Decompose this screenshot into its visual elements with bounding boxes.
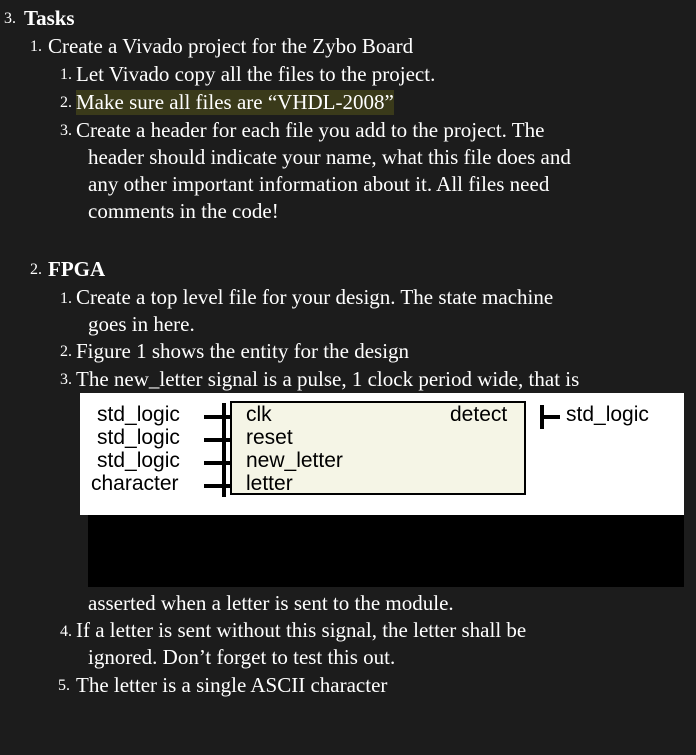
item-2-1-line-1: Create a top level file for your design. The state machine xyxy=(76,285,554,309)
item-2-1-number: 1. xyxy=(60,290,72,307)
input-type-2: std_logic xyxy=(97,426,180,449)
port-reset: reset xyxy=(246,426,293,449)
item-2-3-line-2: asserted when a letter is sent to the module. xyxy=(88,591,454,615)
input-wire-3 xyxy=(204,461,230,465)
item-2-2-text: Figure 1 shows the entity for the design xyxy=(76,339,410,363)
port-clk: clk xyxy=(246,403,272,426)
item-1-3-line-3: any other important information about it. All files need xyxy=(88,172,550,196)
item-2-number: 2. xyxy=(30,261,42,278)
item-1-text: Create a Vivado project for the Zybo Board xyxy=(48,34,414,58)
port-letter: letter xyxy=(246,472,293,495)
item-2-1-line-2: goes in here. xyxy=(88,312,195,336)
output-type: std_logic xyxy=(566,403,649,426)
port-detect: detect xyxy=(450,403,508,426)
item-1-number: 1. xyxy=(30,38,42,55)
item-2-text: FPGA xyxy=(48,257,106,281)
input-type-3: std_logic xyxy=(97,449,180,472)
section-title: Tasks xyxy=(24,6,75,30)
port-new-letter: new_letter xyxy=(246,449,343,472)
item-2-5-number: 5. xyxy=(58,677,70,694)
input-wire-4 xyxy=(204,484,230,488)
section-number: 3. xyxy=(4,10,16,27)
item-1-3-number: 3. xyxy=(60,122,72,139)
input-wire-2 xyxy=(204,438,230,442)
figure-shadow-panel xyxy=(88,515,684,587)
input-wire-1 xyxy=(204,415,230,419)
item-1-2-number: 2. xyxy=(60,94,72,111)
item-1-2-text: Make sure all files are “VHDL-2008” xyxy=(76,90,394,114)
item-2-2-number: 2. xyxy=(60,343,72,360)
input-type-1: std_logic xyxy=(97,403,180,426)
output-wire xyxy=(542,415,560,419)
item-2-4-number: 4. xyxy=(60,623,72,640)
item-2-3-number: 3. xyxy=(60,371,72,388)
item-1-3-line-2: header should indicate your name, what this file does and xyxy=(88,145,571,169)
item-1-1-text: Let Vivado copy all the files to the project. xyxy=(76,62,436,86)
item-2-3-line-1: The new_letter signal is a pulse, 1 clock period wide, that is xyxy=(76,367,580,391)
item-2-5-text: The letter is a single ASCII character xyxy=(76,673,388,697)
item-1-3-line-4: comments in the code! xyxy=(88,199,279,223)
input-type-4: character xyxy=(91,472,179,495)
item-1-3-line-1: Create a header for each file you add to the project. The xyxy=(76,118,545,142)
input-edge-bar xyxy=(222,403,226,497)
item-1-1-number: 1. xyxy=(60,66,72,83)
item-2-4-line-2: ignored. Don’t forget to test this out. xyxy=(88,645,396,669)
item-2-4-line-1: If a letter is sent without this signal, the letter shall be xyxy=(76,618,527,642)
